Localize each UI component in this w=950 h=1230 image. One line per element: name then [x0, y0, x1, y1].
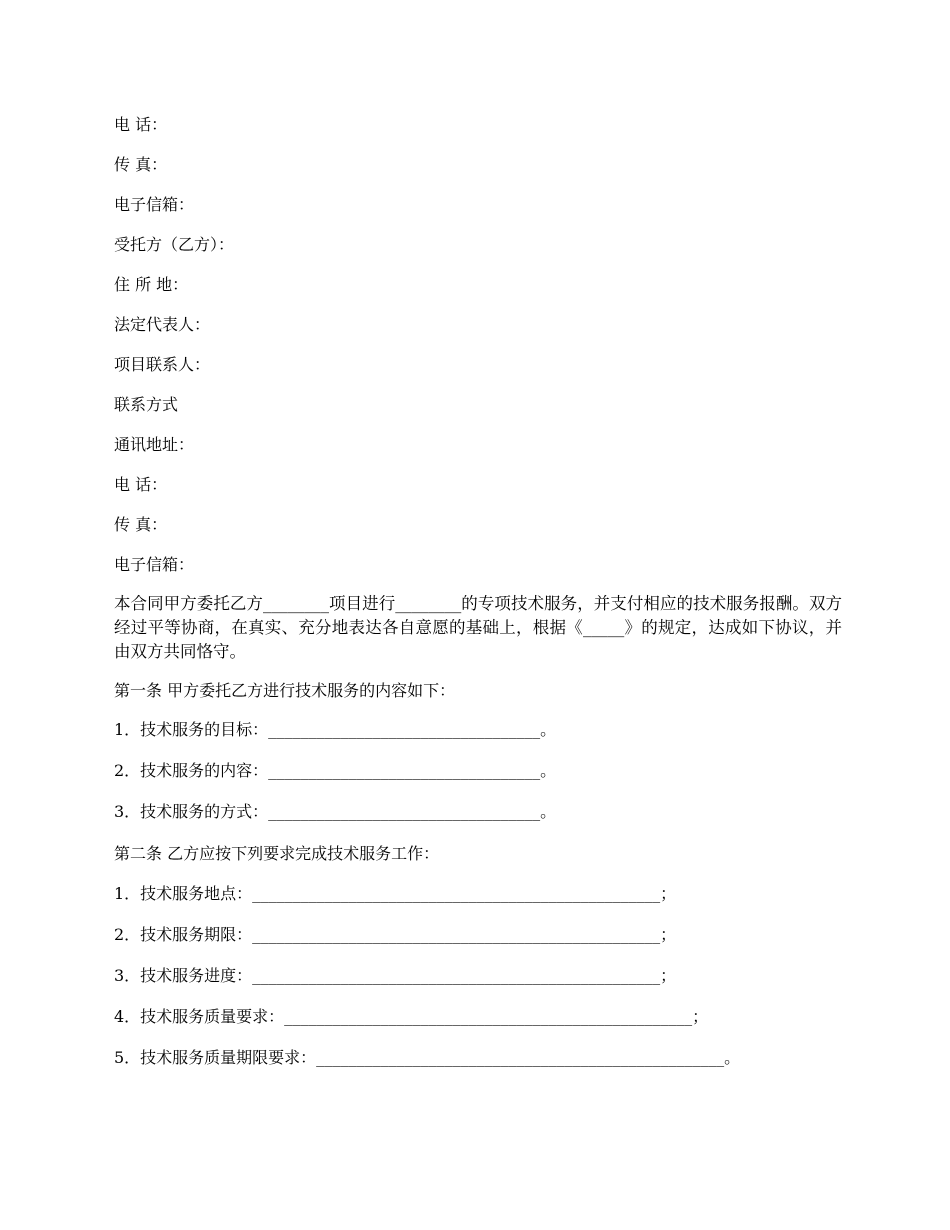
party-b-address: 住 所 地：	[114, 275, 189, 294]
article-2-title: 第二条 乙方应按下列要求完成技术服务工作：	[114, 844, 440, 863]
party-b-phone: 电 话：	[114, 475, 168, 494]
article-1-item: 2．技术服务的内容：__________________________________。	[114, 761, 557, 780]
party-a-email: 电子信箱：	[114, 195, 195, 214]
party-b-email: 电子信箱：	[114, 555, 195, 574]
party-b-contact-method: 联系方式	[114, 395, 179, 414]
party-a-fax: 传 真：	[114, 155, 168, 174]
article-1-title: 第一条 甲方委托乙方进行技术服务的内容如下：	[114, 681, 456, 700]
intro-paragraph: 本合同甲方委托乙方________项目进行________的专项技术服务，并支付相应的技术服务报酬。双方经过平等协商，在真实、充分地表达各自意愿的基础上，根据《_____》的规定，达成如下协议，并由双方共同恪守。	[114, 594, 842, 661]
party-b-legal-rep: 法定代表人：	[114, 315, 211, 334]
article-2-item: 1．技术服务地点：___________________________________________________；	[114, 884, 677, 903]
party-b-fax: 传 真：	[114, 515, 168, 534]
article-2-item: 4．技术服务质量要求：___________________________________________________；	[114, 1007, 709, 1026]
party-b-project-contact: 项目联系人：	[114, 355, 211, 374]
article-2-item: 5．技术服务质量期限要求：___________________________________________________。	[114, 1048, 741, 1067]
article-2-item: 2．技术服务期限：___________________________________________________；	[114, 925, 677, 944]
article-2-item: 3．技术服务进度：___________________________________________________；	[114, 966, 677, 985]
party-b-mailing-address: 通讯地址：	[114, 435, 195, 454]
article-1-item: 1．技术服务的目标：__________________________________。	[114, 720, 557, 739]
party-a-phone: 电 话：	[114, 115, 168, 134]
article-1-item: 3．技术服务的方式：__________________________________。	[114, 802, 557, 821]
party-b-heading: 受托方（乙方）：	[114, 235, 235, 254]
